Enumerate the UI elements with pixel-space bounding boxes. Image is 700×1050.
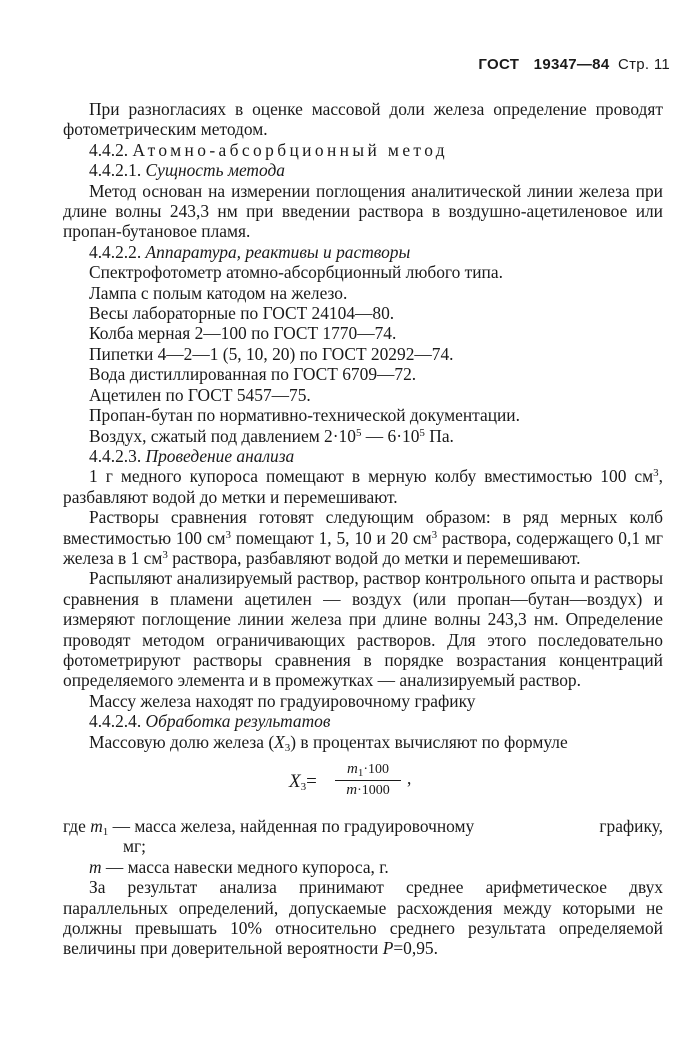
section-title: Проведение анализа: [145, 445, 295, 466]
text-run: 1 г медного купороса помещают в мерную колбу вместимостью 100 см: [89, 466, 654, 487]
section-title: Сущность метода: [145, 160, 285, 181]
variable: m: [90, 816, 103, 836]
text-run: Растворы сравнения готовят следующим образом: в ряд мерных колб вместимостью 100 см: [63, 507, 663, 548]
section-number: 4.4.2.4.: [89, 711, 142, 732]
superscript: 3: [225, 528, 232, 541]
superscript: 3: [431, 528, 438, 541]
subscript: 1: [102, 826, 109, 838]
section-number: 4.4.2.2.: [89, 241, 142, 262]
text-run: За результат анализа принимают среднее арифметическое двух параллельных определений, допускаемые расхождения между которыми не должны превышать 10% относительно среднего результата определяемой величины при доверительной вероятности: [63, 877, 663, 959]
header-page: Стр. 11: [617, 56, 670, 73]
equipment-item: Колба мерная 2—100 по ГОСТ 1770—74.: [89, 323, 397, 344]
text-run: где: [63, 816, 91, 836]
section-title: Аппаратура, реактивы и растворы: [145, 241, 411, 262]
procedure-paragraph-3: Распыляют анализируемый раствор, раствор контрольного опыта и растворы сравнения в пламени ацетилен — воздух (или пропан—бутан—воздух) и измеряют поглощение линии железа при длине волны 243,3 нм. Определение проводят методом ограничивающих растворов. Для этого последовательно фотометрируют растворы сравнения в порядке возрастания концентраций определяемого элемента и в промежутках — анализируемый раствор.: [63, 568, 663, 691]
section-title: Обработка результатов: [145, 711, 331, 732]
procedure-paragraph-1: [63, 466, 663, 507]
fraction-numerator: [335, 760, 401, 781]
variable: m: [89, 856, 102, 877]
formula-comma: ,: [407, 768, 412, 788]
equipment-item: Вода дистиллированная по ГОСТ 6709—72.: [89, 364, 417, 385]
formula-var: m: [346, 761, 358, 777]
section-4-4-2-2: [63, 242, 663, 262]
text-run: помещают 1, 5, 10 и 20 см: [231, 527, 432, 548]
equipment-item: Ацетилен по ГОСТ 5457—75.: [89, 384, 311, 405]
where-definition: [63, 816, 474, 836]
text-run: — масса навески медного купороса, г.: [101, 856, 389, 877]
superscript: 3: [162, 548, 168, 561]
air-exponent: 5: [355, 426, 362, 439]
equipment-item: Лампа с полым катодом на железо.: [89, 282, 348, 303]
method-essence-paragraph: Метод основан на измерении поглощения аналитической линии железа при длине волны 243,3 нм при введении раствора в воздушно-ацетиленовое или пропан-бутановое пламя.: [63, 180, 663, 242]
where-right: графику,: [599, 816, 663, 836]
formula-lhs: [289, 772, 317, 792]
equipment-item-air: [63, 426, 663, 446]
text-run: =0,95.: [393, 938, 438, 959]
variable: X: [274, 731, 285, 752]
equipment-item: Спектрофотометр атомно-абсорбционный любого типа.: [89, 262, 503, 283]
formula: [63, 752, 663, 816]
air-text: Па.: [424, 425, 454, 446]
formula-text: ·1000: [357, 783, 390, 798]
equipment-item: Весы лабораторные по ГОСТ 24104—80.: [89, 303, 395, 324]
formula-var: m: [346, 782, 358, 798]
section-4-4-2-1: [63, 160, 663, 180]
air-text: Воздух, сжатый под давлением 2·10: [89, 425, 356, 446]
air-text: — 6·10: [361, 425, 420, 446]
where-continuation: мг;: [123, 836, 146, 857]
text-run: — масса железа, найденная по градуировочному: [108, 816, 475, 836]
air-exponent: 5: [419, 426, 425, 439]
text-run: раствора, разбавляют водой до метки и перемешивают.: [167, 547, 581, 568]
page-header: [478, 56, 670, 73]
procedure-paragraph-4: Массу железа находят по градуировочному графику: [89, 690, 476, 711]
calculation-paragraph: [63, 732, 663, 752]
subscript: 3: [284, 741, 291, 754]
text-run: Массовую долю железа (: [89, 731, 275, 752]
section-4-4-2: [63, 140, 663, 160]
text-run: ) в процентах вычисляют по формуле: [290, 731, 568, 752]
section-number: 4.4.2.: [89, 139, 129, 160]
formula-sub: 3: [300, 781, 307, 793]
procedure-paragraph-2: [63, 507, 663, 568]
where-line: [63, 816, 663, 836]
section-title: Атомно-абсорбционный метод: [132, 139, 449, 160]
fraction-denominator: [335, 781, 401, 800]
result-paragraph: [63, 877, 663, 959]
text-run: , разбавляют водой до метки и перемешивают.: [63, 466, 663, 507]
equipment-item: Пропан-бутан по нормативно-технической документации.: [89, 405, 520, 426]
section-4-4-2-3: [63, 446, 663, 466]
formula-sub: 1: [357, 767, 364, 779]
text-run: раствора, содержащего 0,1 мг железа в 1 см: [63, 527, 664, 568]
intro-paragraph: При разногласиях в оценке массовой доли железа определение проводят фотометрическим методом.: [63, 99, 663, 140]
formula-fraction: [335, 760, 401, 800]
formula-var: X: [289, 771, 301, 792]
section-number: 4.4.2.3.: [89, 445, 142, 466]
superscript: 3: [653, 467, 659, 480]
variable: P: [382, 938, 394, 959]
document-body: [63, 99, 663, 959]
section-number: 4.4.2.1.: [89, 160, 142, 181]
equipment-item: Пипетки 4—2—1 (5, 10, 20) по ГОСТ 20292—74.: [89, 343, 454, 364]
header-standard: ГОСТ: [478, 56, 520, 73]
section-4-4-2-4: [63, 711, 663, 731]
formula-text: ·100: [363, 762, 389, 777]
header-number: 19347—84: [533, 56, 610, 73]
formula-eq: =: [306, 771, 317, 792]
m-definition: [63, 857, 663, 877]
